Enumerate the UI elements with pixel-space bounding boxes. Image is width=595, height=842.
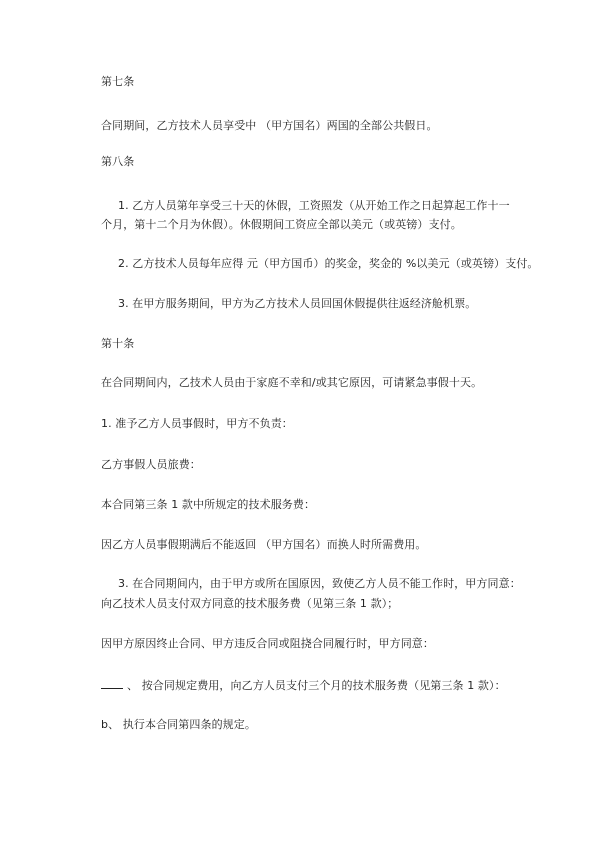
- article-10-item-3-line-1: 3. 在合同期间内，由于甲方或所在国原因，致使乙方人员不能工作时，甲方同意：: [118, 577, 521, 590]
- article-8-item-1-line-1: 1. 乙方人员第年享受三十天的休假，工资照发（从开始工作之日起算起工作十一: [118, 199, 510, 212]
- article-10-item-fee: 本合同第三条 1 款中所规定的技术服务费：: [101, 498, 316, 511]
- article-8-heading: 第八条: [101, 155, 135, 168]
- article-10-item-travel: 乙方事假人员旅费：: [101, 458, 201, 471]
- termination-clause: 因甲方原因终止合同、甲方违反合同或阻挠合同履行时，甲方同意：: [101, 637, 434, 650]
- termination-item-a-text: 、 按合同规定费用，向乙方人员支付三个月的技术服务费（见第三条 1 款）：: [127, 679, 506, 692]
- article-8-item-3: 3. 在甲方服务期间，甲方为乙方技术人员回国休假提供往返经济舱机票。: [118, 297, 477, 310]
- article-10-item-3-line-2: 向乙技术人员支付双方同意的技术服务费（见第三条 1 款）；: [101, 597, 399, 610]
- termination-item-a: [101, 678, 506, 693]
- article-10-text: 在合同期间内，乙技术人员由于家庭不幸和/或其它原因，可请紧急事假十天。: [101, 376, 483, 389]
- blank-underline: [101, 678, 123, 689]
- article-7-heading: 第七条: [101, 75, 135, 88]
- article-10-item-replacement: 因乙方人员事假期满后不能返回 （甲方国名）而换人时所需费用。: [101, 538, 427, 551]
- article-7-text: 合同期间，乙方技术人员享受中 （甲方国名）两国的全部公共假日。: [101, 119, 438, 132]
- article-10-heading: 第十条: [101, 337, 135, 350]
- article-8-item-2: 2. 乙方技术人员每年应得 元（甲方国币）的奖金，奖金的 %以美元（或英镑）支付。: [118, 257, 539, 270]
- article-10-item-1: 1. 准予乙方人员事假时，甲方不负责：: [101, 417, 293, 430]
- termination-item-b: b、 执行本合同第四条的规定。: [101, 718, 256, 731]
- article-8-item-1-line-2: 个月，第十二个月为休假）。休假期间工资应全部以美元（或英镑）支付。: [101, 218, 462, 231]
